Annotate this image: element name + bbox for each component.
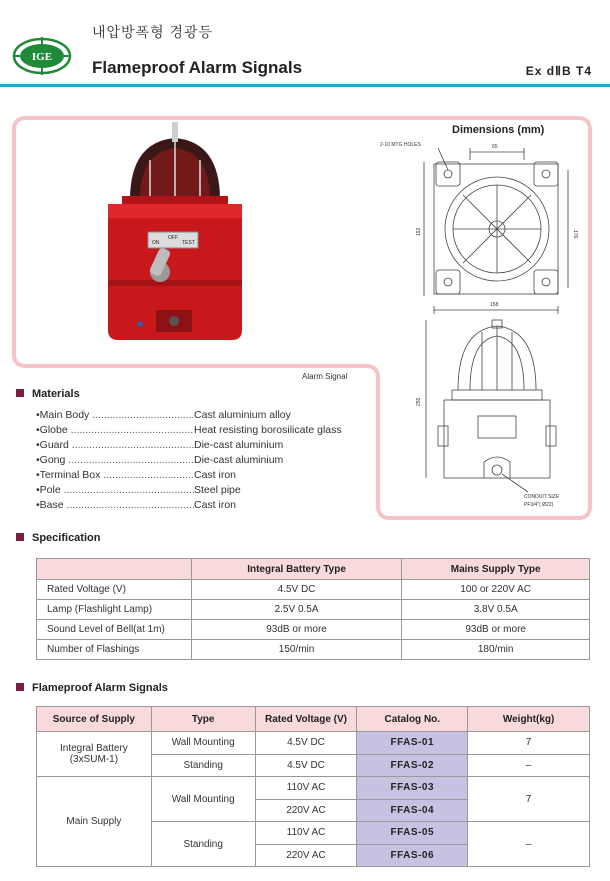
table-cell: 100 or 220V AC: [402, 580, 590, 600]
materials-list: [36, 408, 342, 513]
svg-text:PF3/4"( Ø22): PF3/4"( Ø22): [524, 502, 554, 508]
catalog-cell: FFAS-03: [357, 777, 468, 800]
header-rule: [0, 84, 610, 87]
table-header: [37, 559, 192, 580]
specification-heading: Specification: [16, 532, 100, 544]
list-item: •Main Body ..... Cast aluminium alloy: [36, 408, 342, 423]
table-header: Mains Supply Type: [402, 559, 590, 580]
type-cell: Standing: [151, 754, 255, 777]
voltage-cell: 4.5V DC: [255, 732, 357, 755]
table-cell: 4.5V DC: [191, 580, 402, 600]
table-cell: Sound Level of Bell(at 1m): [37, 620, 192, 640]
catalog-cell: FFAS-01: [357, 732, 468, 755]
svg-text:TEST: TEST: [182, 240, 195, 246]
catalog-cell: FFAS-06: [357, 844, 468, 867]
alarm-signals-table: [36, 706, 590, 867]
weight-cell: 7: [468, 732, 590, 755]
table-row: [37, 777, 590, 800]
specification-table: [36, 558, 590, 660]
dimensions-drawing: [378, 140, 588, 515]
explosion-rating: Ex dⅡB T4: [525, 64, 592, 78]
svg-text:176: 176: [572, 230, 578, 239]
table-header-row: [37, 559, 590, 580]
table-row: [37, 600, 590, 620]
alarm-signal-photo: [100, 120, 250, 345]
svg-text:2-10 MTG HOLES: 2-10 MTG HOLES: [380, 142, 421, 148]
list-item: •Terminal Box ..... Cast iron: [36, 468, 342, 483]
page-title-korean: 내압방폭형 경광등: [92, 24, 214, 40]
type-cell: Wall Mounting: [151, 777, 255, 822]
list-item: •Guard ..... Die-cast aluminium: [36, 438, 342, 453]
table-header: Catalog No.: [357, 707, 468, 732]
voltage-cell: 220V AC: [255, 799, 357, 822]
svg-text:158: 158: [490, 302, 499, 308]
table-header-row: [37, 707, 590, 732]
svg-text:192: 192: [416, 227, 422, 236]
svg-text:OFF: OFF: [168, 235, 178, 241]
logo-text: IGE: [31, 51, 53, 63]
product-caption: Alarm Signal: [302, 372, 348, 381]
weight-cell: –: [468, 822, 590, 867]
page-title: Flameproof Alarm Signals: [92, 58, 303, 77]
list-item: •Base ..... Cast iron: [36, 498, 342, 513]
list-item: •Gong ..... Die-cast aluminium: [36, 453, 342, 468]
materials-heading: Materials: [16, 388, 80, 400]
svg-text:65: 65: [492, 144, 498, 150]
list-item: •Pole ..... Steel pipe: [36, 483, 342, 498]
catalog-cell: FFAS-05: [357, 822, 468, 845]
table-cell: Number of Flashings: [37, 640, 192, 660]
table-cell: 150/min: [191, 640, 402, 660]
table-header: Rated Voltage (V): [255, 707, 357, 732]
ige-logo: [12, 36, 72, 76]
source-cell: Integral Battery (3xSUM-1): [37, 732, 152, 777]
weight-cell: 7: [468, 777, 590, 822]
table-cell: 180/min: [402, 640, 590, 660]
table-row: [37, 620, 590, 640]
voltage-cell: 220V AC: [255, 844, 357, 867]
type-cell: Standing: [151, 822, 255, 867]
table-cell: 3.8V 0.5A: [402, 600, 590, 620]
table-row: [37, 732, 590, 755]
svg-text:CONDUIT SIZE: CONDUIT SIZE: [524, 494, 560, 500]
weight-cell: –: [468, 754, 590, 777]
table-cell: 2.5V 0.5A: [191, 600, 402, 620]
voltage-cell: 110V AC: [255, 822, 357, 845]
svg-text:ON: ON: [152, 240, 160, 246]
svg-text:255: 255: [416, 397, 422, 406]
table-cell: 93dB or more: [402, 620, 590, 640]
table-header: Type: [151, 707, 255, 732]
table-row: [37, 580, 590, 600]
voltage-cell: 4.5V DC: [255, 754, 357, 777]
source-cell: Main Supply: [37, 777, 152, 867]
list-item: •Globe ..... Heat resisting borosilicate glass: [36, 423, 342, 438]
table-header: Source of Supply: [37, 707, 152, 732]
catalog-cell: FFAS-02: [357, 754, 468, 777]
table-header: Weight(kg): [468, 707, 590, 732]
table-cell: 93dB or more: [191, 620, 402, 640]
table-cell: Rated Voltage (V): [37, 580, 192, 600]
catalog-cell: FFAS-04: [357, 799, 468, 822]
section-bullet-icon: [16, 683, 24, 691]
table-cell: Lamp (Flashlight Lamp): [37, 600, 192, 620]
table-row: [37, 640, 590, 660]
table-header: Integral Battery Type: [191, 559, 402, 580]
alarm-signals-heading: Flameproof Alarm Signals: [16, 682, 168, 694]
type-cell: Wall Mounting: [151, 732, 255, 755]
section-bullet-icon: [16, 389, 24, 397]
voltage-cell: 110V AC: [255, 777, 357, 800]
section-bullet-icon: [16, 533, 24, 541]
dimensions-title: Dimensions (mm): [452, 124, 545, 136]
